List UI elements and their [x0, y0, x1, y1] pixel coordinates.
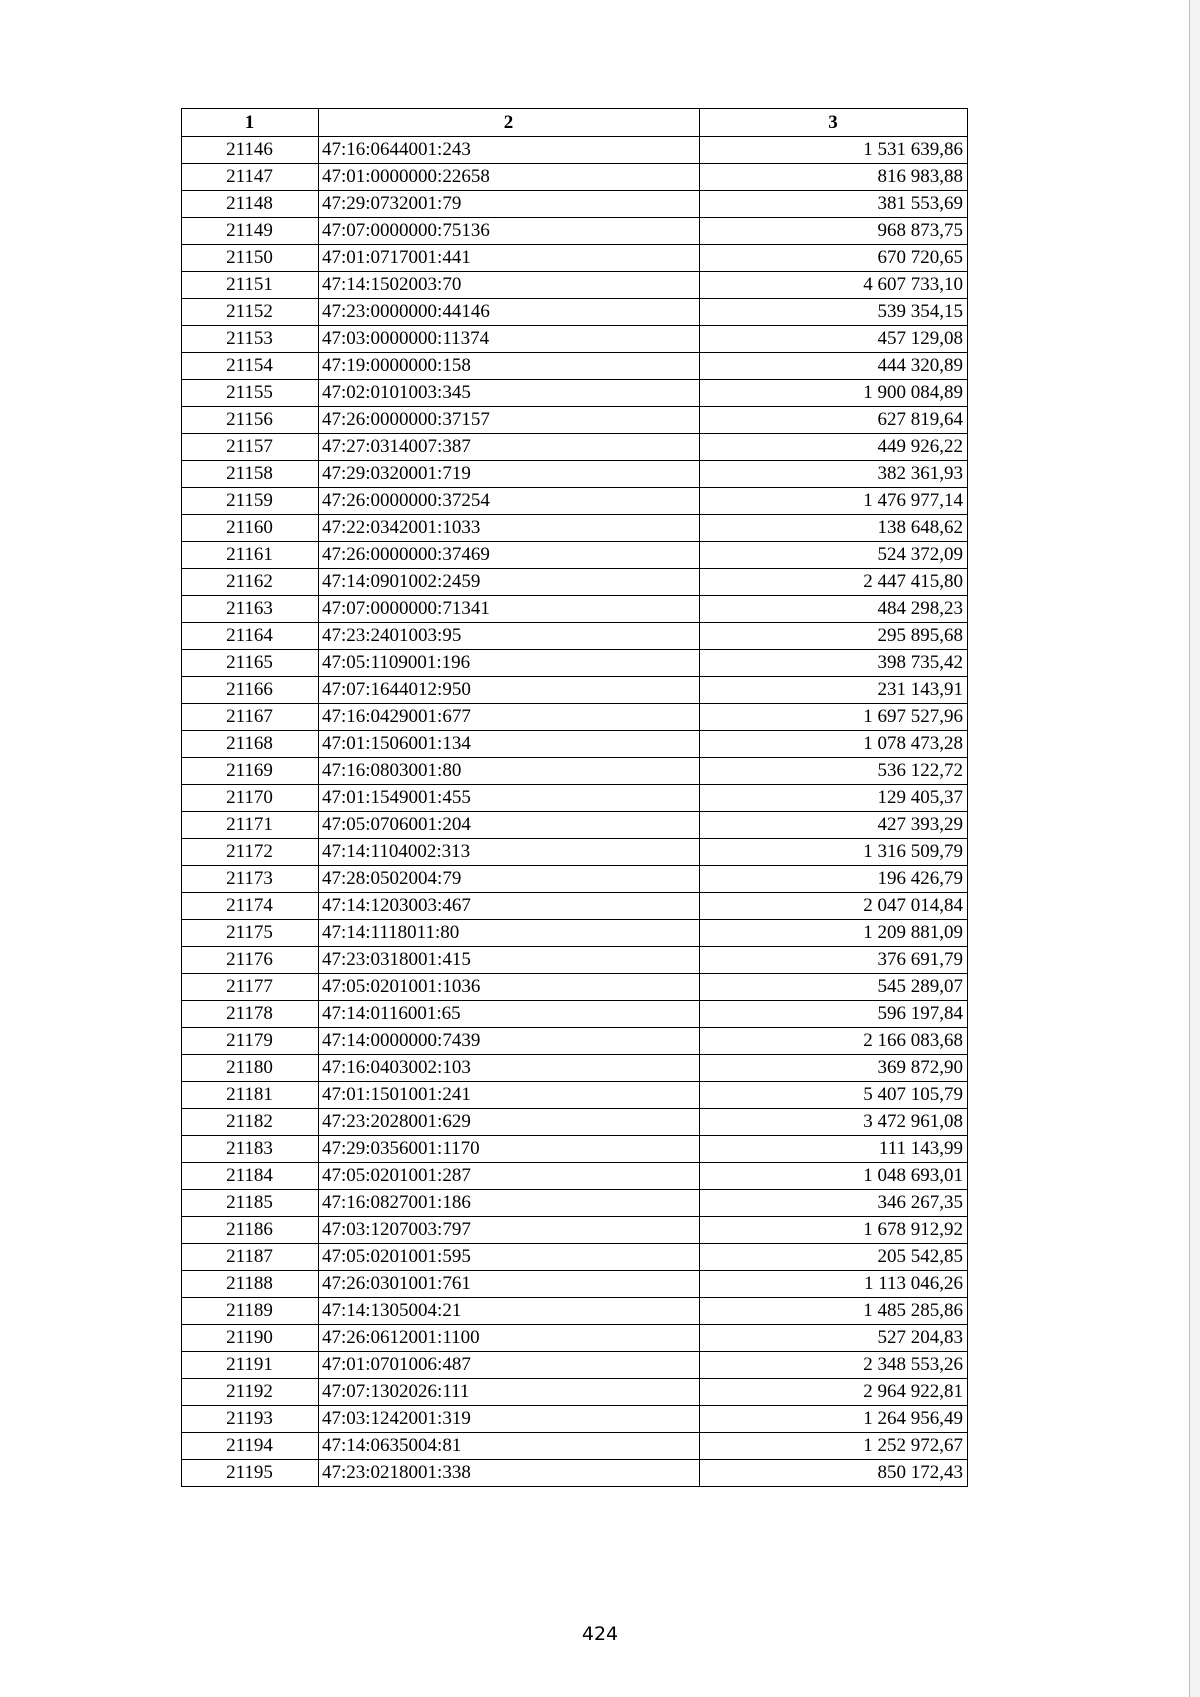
- value-cell: 2 447 415,80: [700, 569, 968, 596]
- table-row: [182, 461, 968, 488]
- cadastral-number-cell: 47:07:0000000:75136: [319, 218, 700, 245]
- value-cell: 444 320,89: [700, 353, 968, 380]
- value-cell: 527 204,83: [700, 1325, 968, 1352]
- cadastral-number-cell: 47:14:1104002:313: [319, 839, 700, 866]
- row-number-cell: 21171: [182, 812, 319, 839]
- table-row: [182, 1460, 968, 1487]
- cadastral-number-cell: 47:05:0201001:1036: [319, 974, 700, 1001]
- table-row: [182, 650, 968, 677]
- value-cell: 1 264 956,49: [700, 1406, 968, 1433]
- row-number-cell: 21179: [182, 1028, 319, 1055]
- row-number-cell: 21187: [182, 1244, 319, 1271]
- table-row: [182, 515, 968, 542]
- row-number-cell: 21160: [182, 515, 319, 542]
- row-number-cell: 21165: [182, 650, 319, 677]
- row-number-cell: 21188: [182, 1271, 319, 1298]
- value-cell: 111 143,99: [700, 1136, 968, 1163]
- cadastral-number-cell: 47:07:1302026:111: [319, 1379, 700, 1406]
- value-cell: 670 720,65: [700, 245, 968, 272]
- cadastral-number-cell: 47:14:1203003:467: [319, 893, 700, 920]
- row-number-cell: 21184: [182, 1163, 319, 1190]
- column-header-1: 1: [182, 109, 319, 137]
- cadastral-number-cell: 47:29:0320001:719: [319, 461, 700, 488]
- row-number-cell: 21150: [182, 245, 319, 272]
- table-row: [182, 1433, 968, 1460]
- table-row: [182, 758, 968, 785]
- cadastral-number-cell: 47:26:0000000:37469: [319, 542, 700, 569]
- row-number-cell: 21191: [182, 1352, 319, 1379]
- value-cell: 1 678 912,92: [700, 1217, 968, 1244]
- table-row: [182, 812, 968, 839]
- row-number-cell: 21155: [182, 380, 319, 407]
- value-cell: 196 426,79: [700, 866, 968, 893]
- value-cell: 2 047 014,84: [700, 893, 968, 920]
- table-row: [182, 623, 968, 650]
- table-row: [182, 1055, 968, 1082]
- value-cell: 2 964 922,81: [700, 1379, 968, 1406]
- value-cell: 1 485 285,86: [700, 1298, 968, 1325]
- table-row: [182, 1406, 968, 1433]
- value-cell: 596 197,84: [700, 1001, 968, 1028]
- cadastral-number-cell: 47:16:0429001:677: [319, 704, 700, 731]
- table-row: [182, 596, 968, 623]
- column-header-2: 2: [319, 109, 700, 137]
- row-number-cell: 21151: [182, 272, 319, 299]
- value-cell: 129 405,37: [700, 785, 968, 812]
- row-number-cell: 21152: [182, 299, 319, 326]
- cadastral-number-cell: 47:01:0701006:487: [319, 1352, 700, 1379]
- value-cell: 346 267,35: [700, 1190, 968, 1217]
- cadastral-number-cell: 47:16:0803001:80: [319, 758, 700, 785]
- table-row: [182, 434, 968, 461]
- cadastral-number-cell: 47:22:0342001:1033: [319, 515, 700, 542]
- row-number-cell: 21159: [182, 488, 319, 515]
- column-header-3: 3: [700, 109, 968, 137]
- cadastral-number-cell: 47:26:0000000:37157: [319, 407, 700, 434]
- table-row: [182, 1082, 968, 1109]
- value-cell: 1 476 977,14: [700, 488, 968, 515]
- page-edge: [1189, 0, 1200, 1697]
- table-row: [182, 1190, 968, 1217]
- table-row: [182, 326, 968, 353]
- value-cell: 427 393,29: [700, 812, 968, 839]
- value-cell: 1 900 084,89: [700, 380, 968, 407]
- table-body: [182, 137, 968, 1487]
- value-cell: 1 048 693,01: [700, 1163, 968, 1190]
- table-row: [182, 893, 968, 920]
- value-cell: 138 648,62: [700, 515, 968, 542]
- value-cell: 1 531 639,86: [700, 137, 968, 164]
- cadastral-number-cell: 47:03:1242001:319: [319, 1406, 700, 1433]
- value-cell: 295 895,68: [700, 623, 968, 650]
- cadastral-number-cell: 47:01:1549001:455: [319, 785, 700, 812]
- cadastral-number-cell: 47:28:0502004:79: [319, 866, 700, 893]
- table-row: [182, 731, 968, 758]
- table-row: [182, 1217, 968, 1244]
- table-row: [182, 380, 968, 407]
- table-row: [182, 1271, 968, 1298]
- value-cell: 4 607 733,10: [700, 272, 968, 299]
- row-number-cell: 21157: [182, 434, 319, 461]
- cadastral-number-cell: 47:05:0706001:204: [319, 812, 700, 839]
- row-number-cell: 21195: [182, 1460, 319, 1487]
- row-number-cell: 21147: [182, 164, 319, 191]
- value-cell: 536 122,72: [700, 758, 968, 785]
- row-number-cell: 21173: [182, 866, 319, 893]
- row-number-cell: 21186: [182, 1217, 319, 1244]
- cadastral-number-cell: 47:02:0101003:345: [319, 380, 700, 407]
- row-number-cell: 21180: [182, 1055, 319, 1082]
- value-cell: 457 129,08: [700, 326, 968, 353]
- table-row: [182, 407, 968, 434]
- value-cell: 484 298,23: [700, 596, 968, 623]
- row-number-cell: 21192: [182, 1379, 319, 1406]
- value-cell: 850 172,43: [700, 1460, 968, 1487]
- row-number-cell: 21168: [182, 731, 319, 758]
- value-cell: 1 113 046,26: [700, 1271, 968, 1298]
- table-row: [182, 1163, 968, 1190]
- row-number-cell: 21154: [182, 353, 319, 380]
- cadastral-number-cell: 47:01:0717001:441: [319, 245, 700, 272]
- table-row: [182, 839, 968, 866]
- table-row: [182, 947, 968, 974]
- page-number: 424: [581, 1623, 619, 1645]
- row-number-cell: 21193: [182, 1406, 319, 1433]
- cadastral-number-cell: 47:27:0314007:387: [319, 434, 700, 461]
- row-number-cell: 21167: [182, 704, 319, 731]
- table-row: [182, 299, 968, 326]
- cadastral-number-cell: 47:14:0116001:65: [319, 1001, 700, 1028]
- value-cell: 1 209 881,09: [700, 920, 968, 947]
- row-number-cell: 21162: [182, 569, 319, 596]
- cadastral-number-cell: 47:01:0000000:22658: [319, 164, 700, 191]
- table-row: [182, 704, 968, 731]
- table-row: [182, 353, 968, 380]
- cadastral-number-cell: 47:03:0000000:11374: [319, 326, 700, 353]
- value-cell: 816 983,88: [700, 164, 968, 191]
- value-cell: 381 553,69: [700, 191, 968, 218]
- cadastral-number-cell: 47:26:0000000:37254: [319, 488, 700, 515]
- cadastral-number-cell: 47:14:0000000:7439: [319, 1028, 700, 1055]
- row-number-cell: 21178: [182, 1001, 319, 1028]
- value-cell: 524 372,09: [700, 542, 968, 569]
- row-number-cell: 21175: [182, 920, 319, 947]
- cadastral-number-cell: 47:16:0403002:103: [319, 1055, 700, 1082]
- row-number-cell: 21170: [182, 785, 319, 812]
- row-number-cell: 21164: [182, 623, 319, 650]
- table-row: [182, 866, 968, 893]
- table-row: [182, 1136, 968, 1163]
- value-cell: 1 697 527,96: [700, 704, 968, 731]
- table-row: [182, 245, 968, 272]
- table-row: [182, 191, 968, 218]
- row-number-cell: 21153: [182, 326, 319, 353]
- row-number-cell: 21189: [182, 1298, 319, 1325]
- table-row: [182, 1244, 968, 1271]
- value-cell: 545 289,07: [700, 974, 968, 1001]
- value-cell: 376 691,79: [700, 947, 968, 974]
- cadastral-number-cell: 47:16:0827001:186: [319, 1190, 700, 1217]
- table-row: [182, 1379, 968, 1406]
- cadastral-number-cell: 47:07:1644012:950: [319, 677, 700, 704]
- value-cell: 968 873,75: [700, 218, 968, 245]
- row-number-cell: 21161: [182, 542, 319, 569]
- row-number-cell: 21194: [182, 1433, 319, 1460]
- row-number-cell: 21149: [182, 218, 319, 245]
- cadastral-number-cell: 47:19:0000000:158: [319, 353, 700, 380]
- row-number-cell: 21185: [182, 1190, 319, 1217]
- cadastral-number-cell: 47:26:0301001:761: [319, 1271, 700, 1298]
- value-cell: 382 361,93: [700, 461, 968, 488]
- value-cell: 2 166 083,68: [700, 1028, 968, 1055]
- cadastral-number-cell: 47:14:1305004:21: [319, 1298, 700, 1325]
- cadastral-number-cell: 47:26:0612001:1100: [319, 1325, 700, 1352]
- cadastral-number-cell: 47:23:0218001:338: [319, 1460, 700, 1487]
- value-cell: 369 872,90: [700, 1055, 968, 1082]
- row-number-cell: 21174: [182, 893, 319, 920]
- table-row: [182, 785, 968, 812]
- table-row: [182, 677, 968, 704]
- table-row: [182, 1109, 968, 1136]
- value-cell: 539 354,15: [700, 299, 968, 326]
- table-row: [182, 974, 968, 1001]
- value-cell: 5 407 105,79: [700, 1082, 968, 1109]
- row-number-cell: 21183: [182, 1136, 319, 1163]
- row-number-cell: 21166: [182, 677, 319, 704]
- table-row: [182, 542, 968, 569]
- table-row: [182, 272, 968, 299]
- row-number-cell: 21148: [182, 191, 319, 218]
- table-row: [182, 218, 968, 245]
- cadastral-number-cell: 47:23:0318001:415: [319, 947, 700, 974]
- cadastral-number-cell: 47:23:2028001:629: [319, 1109, 700, 1136]
- cadastral-number-cell: 47:03:1207003:797: [319, 1217, 700, 1244]
- value-cell: 1 078 473,28: [700, 731, 968, 758]
- cadastral-number-cell: 47:05:0201001:287: [319, 1163, 700, 1190]
- table-row: [182, 920, 968, 947]
- value-cell: 2 348 553,26: [700, 1352, 968, 1379]
- table-row: [182, 569, 968, 596]
- value-cell: 1 252 972,67: [700, 1433, 968, 1460]
- table-row: [182, 1001, 968, 1028]
- row-number-cell: 21158: [182, 461, 319, 488]
- value-cell: 3 472 961,08: [700, 1109, 968, 1136]
- value-cell: 231 143,91: [700, 677, 968, 704]
- cadastral-number-cell: 47:23:2401003:95: [319, 623, 700, 650]
- table-row: [182, 488, 968, 515]
- table-row: [182, 1298, 968, 1325]
- cadastral-number-cell: 47:14:1118011:80: [319, 920, 700, 947]
- cadastral-number-cell: 47:16:0644001:243: [319, 137, 700, 164]
- row-number-cell: 21190: [182, 1325, 319, 1352]
- row-number-cell: 21172: [182, 839, 319, 866]
- row-number-cell: 21181: [182, 1082, 319, 1109]
- table-header-row: [182, 109, 968, 137]
- table-row: [182, 164, 968, 191]
- cadastral-table: [181, 108, 968, 1487]
- value-cell: 205 542,85: [700, 1244, 968, 1271]
- value-cell: 1 316 509,79: [700, 839, 968, 866]
- cadastral-number-cell: 47:29:0356001:1170: [319, 1136, 700, 1163]
- row-number-cell: 21163: [182, 596, 319, 623]
- cadastral-number-cell: 47:01:1501001:241: [319, 1082, 700, 1109]
- table-row: [182, 137, 968, 164]
- cadastral-number-cell: 47:23:0000000:44146: [319, 299, 700, 326]
- cadastral-number-cell: 47:14:1502003:70: [319, 272, 700, 299]
- row-number-cell: 21169: [182, 758, 319, 785]
- table-row: [182, 1325, 968, 1352]
- row-number-cell: 21146: [182, 137, 319, 164]
- cadastral-number-cell: 47:07:0000000:71341: [319, 596, 700, 623]
- row-number-cell: 21177: [182, 974, 319, 1001]
- cadastral-number-cell: 47:05:0201001:595: [319, 1244, 700, 1271]
- cadastral-number-cell: 47:29:0732001:79: [319, 191, 700, 218]
- row-number-cell: 21182: [182, 1109, 319, 1136]
- cadastral-number-cell: 47:14:0635004:81: [319, 1433, 700, 1460]
- cadastral-number-cell: 47:14:0901002:2459: [319, 569, 700, 596]
- row-number-cell: 21156: [182, 407, 319, 434]
- value-cell: 449 926,22: [700, 434, 968, 461]
- table-row: [182, 1352, 968, 1379]
- row-number-cell: 21176: [182, 947, 319, 974]
- value-cell: 398 735,42: [700, 650, 968, 677]
- cadastral-number-cell: 47:01:1506001:134: [319, 731, 700, 758]
- cadastral-number-cell: 47:05:1109001:196: [319, 650, 700, 677]
- table-row: [182, 1028, 968, 1055]
- value-cell: 627 819,64: [700, 407, 968, 434]
